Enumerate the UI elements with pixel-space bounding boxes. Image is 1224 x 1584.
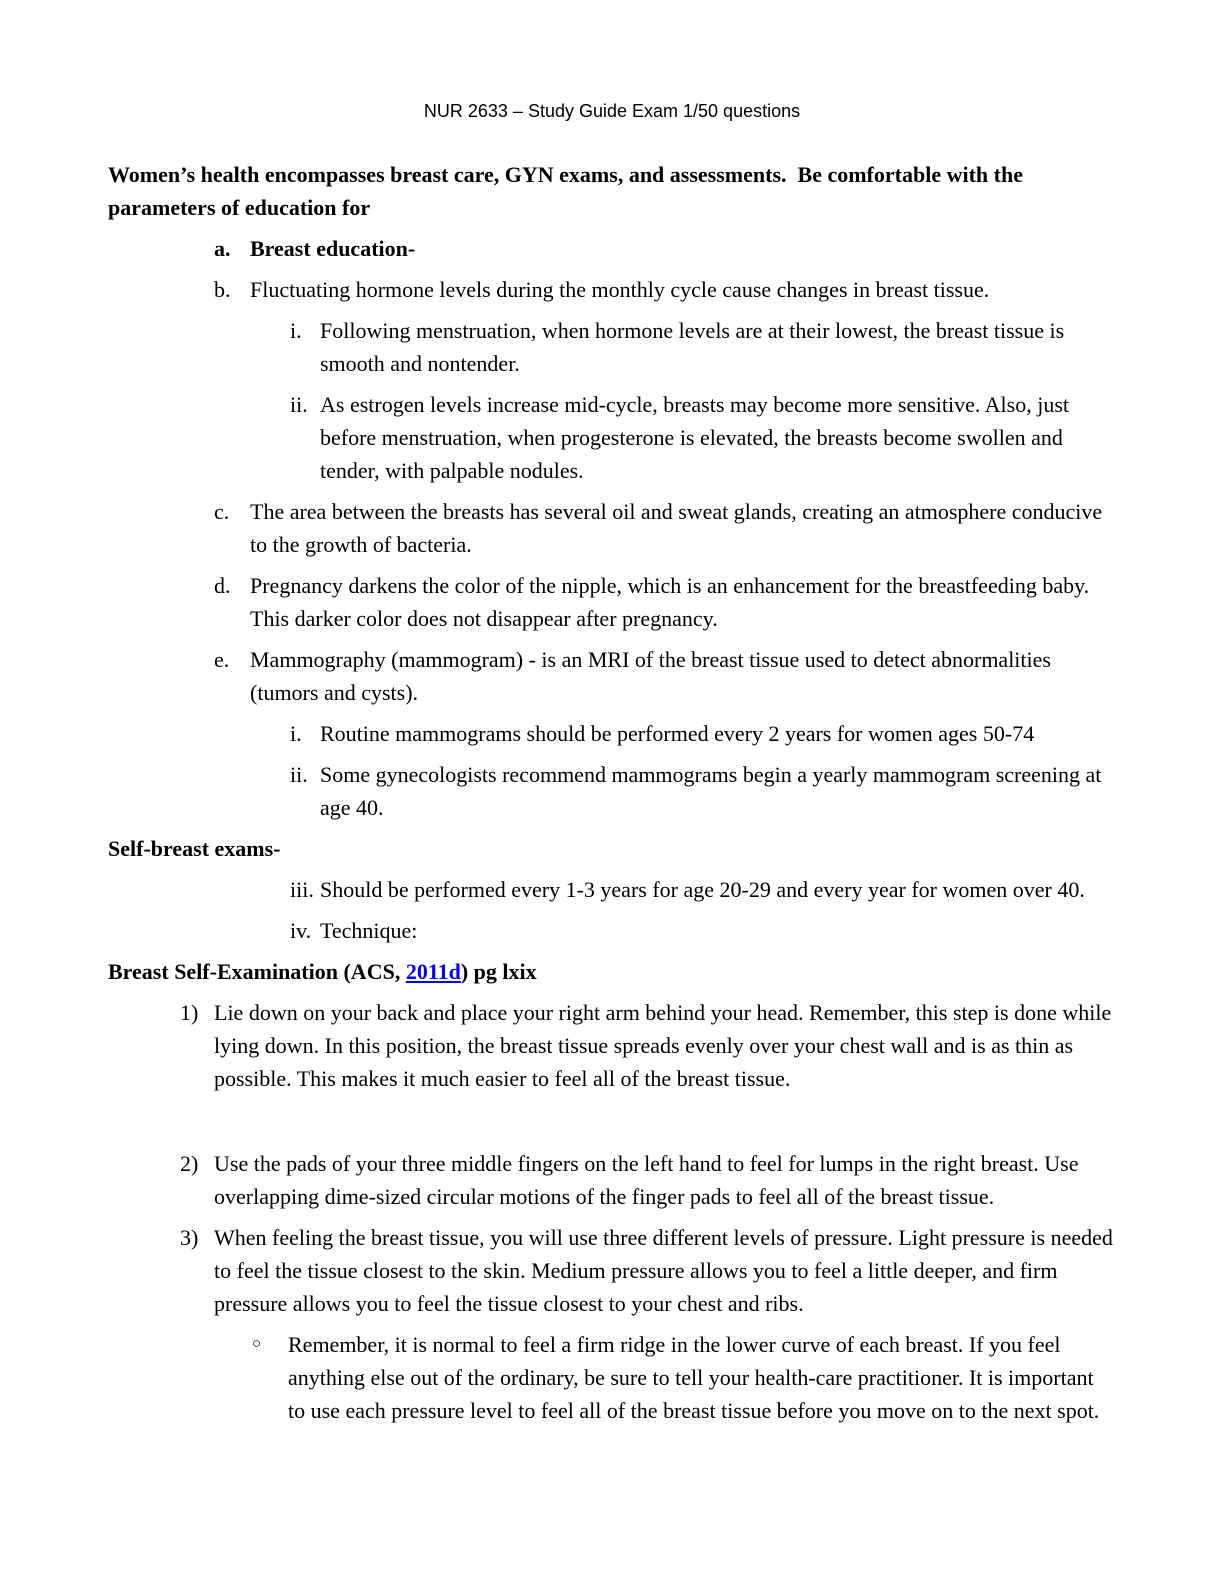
list-marker: e.	[214, 647, 230, 672]
document-header-title: NUR 2633 – Study Guide Exam 1/50 questions	[423, 101, 801, 121]
bse-heading	[108, 955, 1116, 988]
list-item-text: Mammography (mammogram) - is an MRI of the breast tissue used to detect abnormalities (tumors and cysts).	[250, 647, 1051, 705]
list-item-text: Some gynecologists recommend mammograms begin a yearly mammogram screening at age 40.	[320, 762, 1102, 820]
list-item-i-mammogram	[108, 717, 1116, 750]
list-item-text: As estrogen levels increase mid-cycle, breasts may become more sensitive. Also, just before menstruation, when progesterone is elevated, the breasts become swollen and tender, with palpable nodules.	[320, 392, 1070, 483]
step-text: Use the pads of your three middle fingers on the left hand to feel for lumps in the right breast. Use overlapping dime-sized circular motions of the finger pads to feel all of the breast tissue.	[214, 1151, 1079, 1209]
note-text: Remember, it is normal to feel a firm ridge in the lower curve of each breast. If you feel anything else out of the ordinary, be sure to tell your health-care practitioner. It is important to use each pressure level to feel all of the breast tissue before you move on to the next spot.	[288, 1332, 1100, 1423]
list-item-e	[108, 643, 1116, 709]
list-item-ii	[108, 388, 1116, 487]
blank-line-spacer	[108, 1095, 1116, 1139]
list-item-c	[108, 495, 1116, 561]
list-item-iii	[108, 873, 1116, 906]
self-breast-exams-heading: Self-breast exams-	[108, 836, 281, 861]
list-marker: c.	[214, 499, 230, 524]
list-marker: b.	[214, 277, 231, 302]
note-item	[108, 1328, 1116, 1427]
list-marker: d.	[214, 573, 231, 598]
list-item-text: Breast education-	[250, 236, 416, 261]
list-item-text: Should be performed every 1-3 years for age 20-29 and every year for women over 40.	[320, 877, 1085, 902]
list-item-text: Fluctuating hormone levels during the monthly cycle cause changes in breast tissue.	[250, 277, 990, 302]
list-item-d	[108, 569, 1116, 635]
bse-heading-pre: Breast Self-Examination (ACS,	[108, 959, 406, 984]
list-marker: i.	[290, 318, 302, 343]
list-item-ii-mammogram	[108, 758, 1116, 824]
step-item-3	[108, 1221, 1116, 1320]
step-text: When feeling the breast tissue, you will use three different levels of pressure. Light pressure is needed to feel the tissue closest to the skin. Medium pressure allows you to feel a little deeper, and firm pressure allows you to feel the tissue closest to your chest and ribs.	[214, 1225, 1113, 1316]
list-item-text: Following menstruation, when hormone levels are at their lowest, the breast tissue is smooth and nontender.	[320, 318, 1065, 376]
list-marker: a.	[214, 236, 231, 261]
list-marker: ii.	[290, 392, 308, 417]
intro-paragraph: Women’s health encompasses breast care, GYN exams, and assessments. Be comfortable with the parameters of education for	[108, 162, 1029, 220]
list-item-text: Routine mammograms should be performed every 2 years for women ages 50-74	[320, 721, 1035, 746]
list-item-a	[108, 232, 1116, 265]
list-marker: 2)	[180, 1151, 199, 1176]
list-item-b	[108, 273, 1116, 306]
circle-bullet-icon: ○	[252, 1336, 262, 1352]
bse-citation-link[interactable]: 2011d	[405, 959, 461, 984]
step-item-1	[108, 996, 1116, 1095]
list-marker: 3)	[180, 1225, 199, 1250]
list-item-text: Pregnancy darkens the color of the nipple, which is an enhancement for the breastfeeding baby. This darker color does not disappear after pregnancy.	[250, 573, 1090, 631]
list-marker: ii.	[290, 762, 308, 787]
list-marker: i.	[290, 721, 302, 746]
list-marker: 1)	[180, 1000, 199, 1025]
bse-heading-post: ) pg lxix	[460, 959, 537, 984]
step-text: Lie down on your back and place your right arm behind your head. Remember, this step is done while lying down. In this position, the breast tissue spreads evenly over your chest wall and is as thin as possible. This makes it much easier to feel all of the breast tissue.	[214, 1000, 1112, 1091]
list-marker: iii.	[290, 877, 314, 902]
step-item-2	[108, 1147, 1116, 1213]
list-item-i	[108, 314, 1116, 380]
list-item-iv	[108, 914, 1116, 947]
list-marker: iv.	[290, 918, 312, 943]
list-item-text: The area between the breasts has several oil and sweat glands, creating an atmosphere conducive to the growth of bacteria.	[250, 499, 1103, 557]
list-item-text: Technique:	[320, 918, 418, 943]
